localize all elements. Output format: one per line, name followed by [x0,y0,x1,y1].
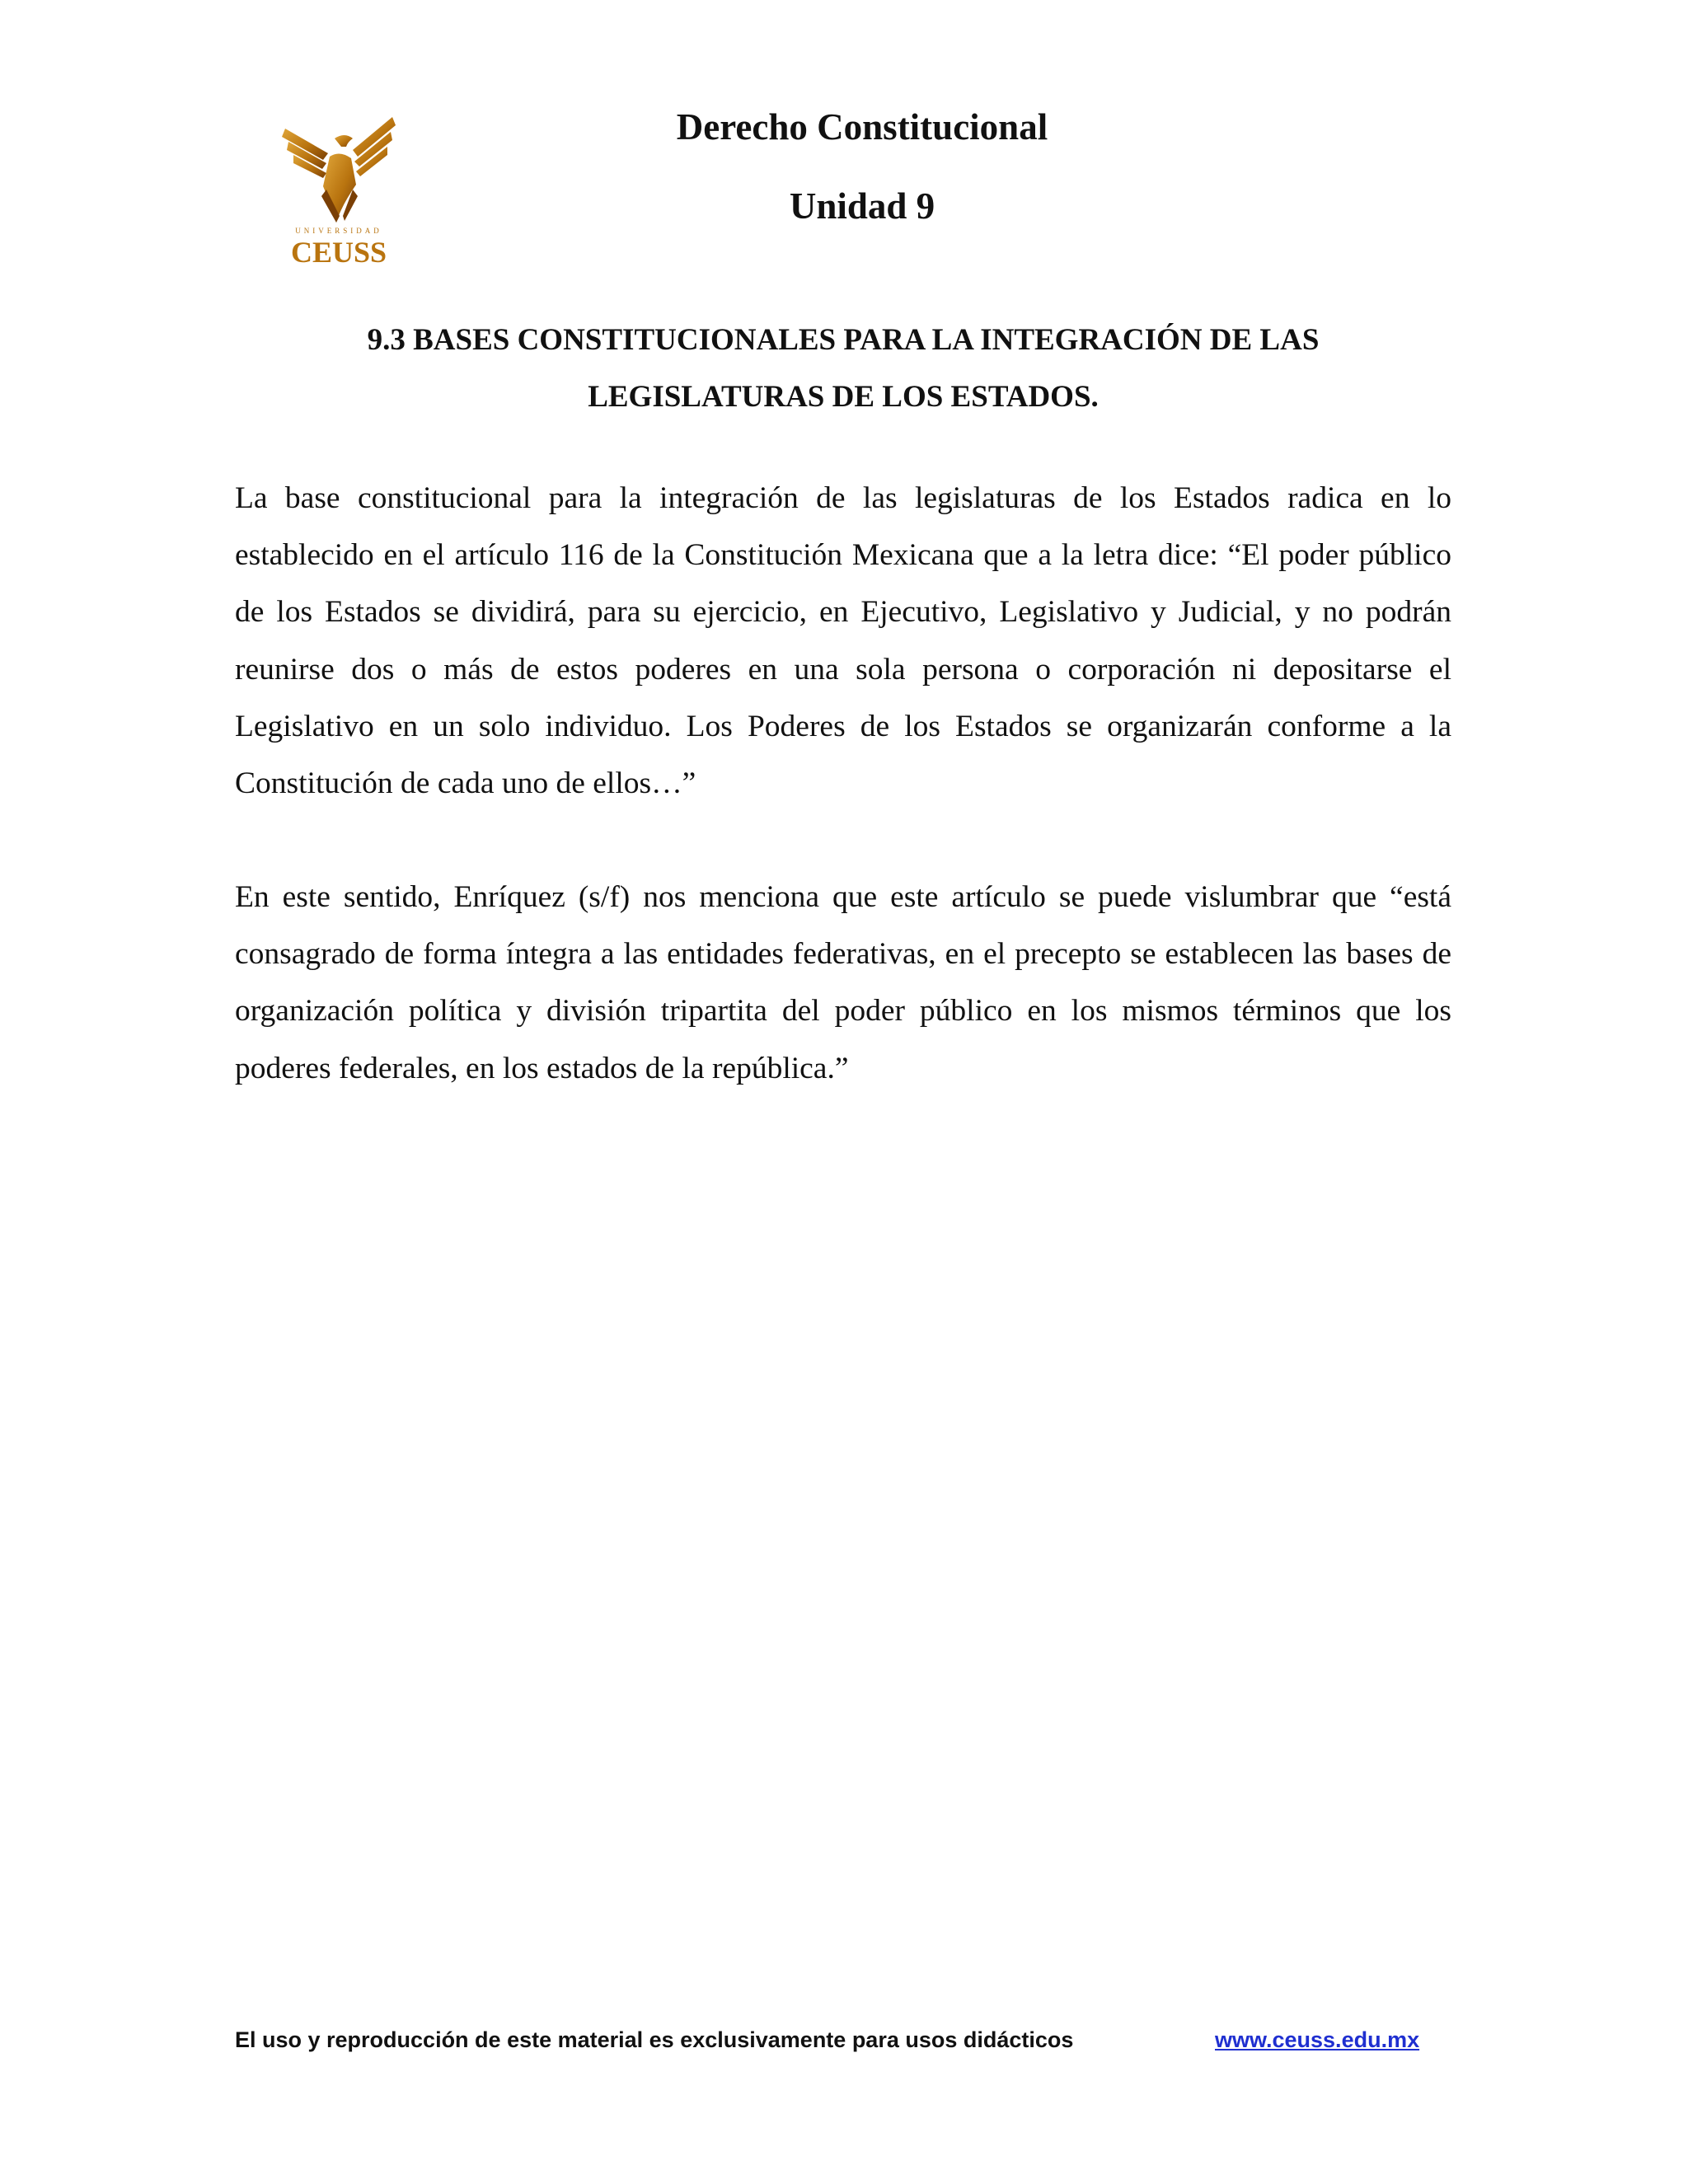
footer-usage-notice: El uso y reproducción de este material es exclusivamente para usos didácticos [235,2027,1074,2052]
body-paragraph-2: En este sentido, Enríquez (s/f) nos menciona que este artículo se puede vislumbrar que “está consagrado de forma íntegra a las entidades federativas, en el precepto se establecen las bases de organización política y división tripartita del poder público en los mismos términos que los poderes federales, en los estados de la república.” [235,880,1451,1085]
section-heading-line-2: LEGISLATURAS DE LOS ESTADOS. [588,380,1099,414]
section-heading-line-1: 9.3 BASES CONSTITUCIONALES PARA LA INTEGRACIÓN DE LAS [367,323,1320,357]
section-heading [235,312,1451,425]
logo-subtitle: UNIVERSIDAD [295,227,382,235]
course-title: Derecho Constitucional [676,106,1048,148]
unit-title: Unidad 9 [789,185,935,227]
logo-brand: CEUSS [290,236,387,269]
footer-website-link[interactable]: www.ceuss.edu.mx [1215,2027,1420,2052]
body-paragraph-1: La base constitucional para la integración de las legislaturas de los Estados radica en lo establecido en el artículo 116 de la Constitución Mexicana que a la letra dice: “El poder público de los Estados se dividirá, para su ejercicio, en Ejecutivo, Legislativo y Judicial, y no podrán reunirse dos o más de estos poderes en una sola persona o corporación ni depositarse el Legislativo en un solo individuo. Los Poderes de los Estados se organizarán conforme a la Constitución de cada uno de ellos…” [235,481,1451,801]
